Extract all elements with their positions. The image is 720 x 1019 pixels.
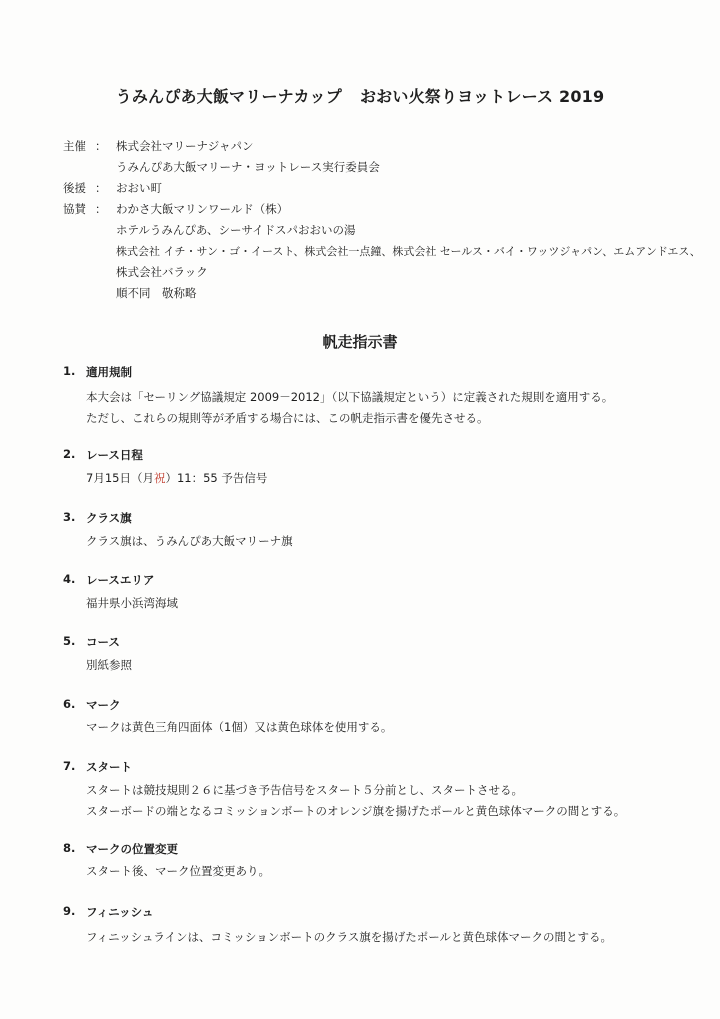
sponsor-row <box>63 201 663 217</box>
section-7-number: 7. <box>63 759 76 773</box>
sailing-instructions-heading: 帆走指示書 <box>322 333 398 351</box>
support-value: おおい町 <box>116 181 162 195</box>
section-6-title: マーク <box>86 698 121 712</box>
schedule-date: 7月15日（月 <box>86 471 154 485</box>
section-4-number: 4. <box>63 572 76 586</box>
section-5-number: 5. <box>63 634 76 648</box>
support-colon: ： <box>95 181 107 195</box>
host-value-2: うみんぴあ大飯マリーナ・ヨットレース実行委員会 <box>116 160 380 174</box>
section-8-title: マークの位置変更 <box>86 842 178 856</box>
section-5-title: コース <box>86 635 120 649</box>
section-4-title: レースエリア <box>86 573 155 587</box>
host-label: 主催 <box>63 139 86 153</box>
section-7-line-2: スターボードの端となるコミッションボートのオレンジ旗を揚げたポールと黄色球体マークの間とする。 <box>86 804 626 818</box>
section-2-title: レース日程 <box>86 448 143 462</box>
section-6-number: 6. <box>63 697 76 711</box>
section-3-line-1: クラス旗は、うみんぴあ大飯マリーナ旗 <box>86 534 293 548</box>
section-8-number: 8. <box>63 841 76 855</box>
section-2-schedule <box>86 470 267 486</box>
host-colon: ： <box>95 139 107 153</box>
document-title <box>0 84 720 107</box>
section-9-title: フィニッシュ <box>86 905 154 919</box>
section-3-title: クラス旗 <box>86 511 132 525</box>
schedule-time: ）11：55 予告信号 <box>165 471 268 485</box>
section-7-line-1: スタートは競技規則２６に基づき予告信号をスタート５分前とし、スタートさせる。 <box>86 783 523 797</box>
support-row <box>63 180 663 196</box>
section-9-number: 9. <box>63 904 76 918</box>
host-value-1: 株式会社マリーナジャパン <box>116 139 254 153</box>
sponsor-note: 順不同 敬称略 <box>116 286 197 300</box>
host-row <box>63 138 663 154</box>
section-1-number: 1. <box>63 364 76 378</box>
sponsor-value-2: ホテルうみんぴあ、シーサイドスパおおいの湯 <box>116 223 356 237</box>
support-label: 後援 <box>63 181 86 195</box>
section-5-line-1: 別紙参照 <box>86 658 132 672</box>
sponsor-colon: ： <box>95 202 107 216</box>
schedule-holiday-mark: 祝 <box>153 471 166 485</box>
section-1-line-2: ただし、これらの規則等が矛盾する場合には、この帆走指示書を優先させる。 <box>86 411 489 425</box>
sponsor-value-1: わかさ大飯マリンワールド（株） <box>116 202 289 216</box>
section-1-title: 適用規制 <box>86 365 132 379</box>
sponsor-label: 協賛 <box>63 202 86 216</box>
section-1-line-1: 本大会は「セーリング協議規定 2009－2012」（以下協議規定という）に定義された規則を適用する。 <box>86 390 614 404</box>
section-6-line-1: マークは黄色三角四面体（1個）又は黄色球体を使用する。 <box>86 720 393 734</box>
section-2-number: 2. <box>63 447 76 461</box>
sponsor-value-3: 株式会社 イチ・サン・ゴ・イースト、株式会社一点鐘、株式会社 セールス・バイ・ワッツジャパン、エムアンドエス、 <box>116 245 701 258</box>
section-3-number: 3. <box>63 510 76 524</box>
section-9-line-1: フィニッシュラインは、コミッションボートのクラス旗を揚げたポールと黄色球体マークの間とする。 <box>86 930 613 944</box>
sponsor-value-4: 株式会社バラック <box>116 265 208 279</box>
section-7-title: スタート <box>86 760 132 774</box>
title-event-name: うみんぴあ大飯マリーナカップ <box>115 87 342 106</box>
section-8-line-1: スタート後、マーク位置変更あり。 <box>86 864 270 878</box>
section-4-line-1: 福井県小浜湾海域 <box>86 596 178 610</box>
title-race-name: おおい火祭りヨットレース 2019 <box>359 87 605 106</box>
